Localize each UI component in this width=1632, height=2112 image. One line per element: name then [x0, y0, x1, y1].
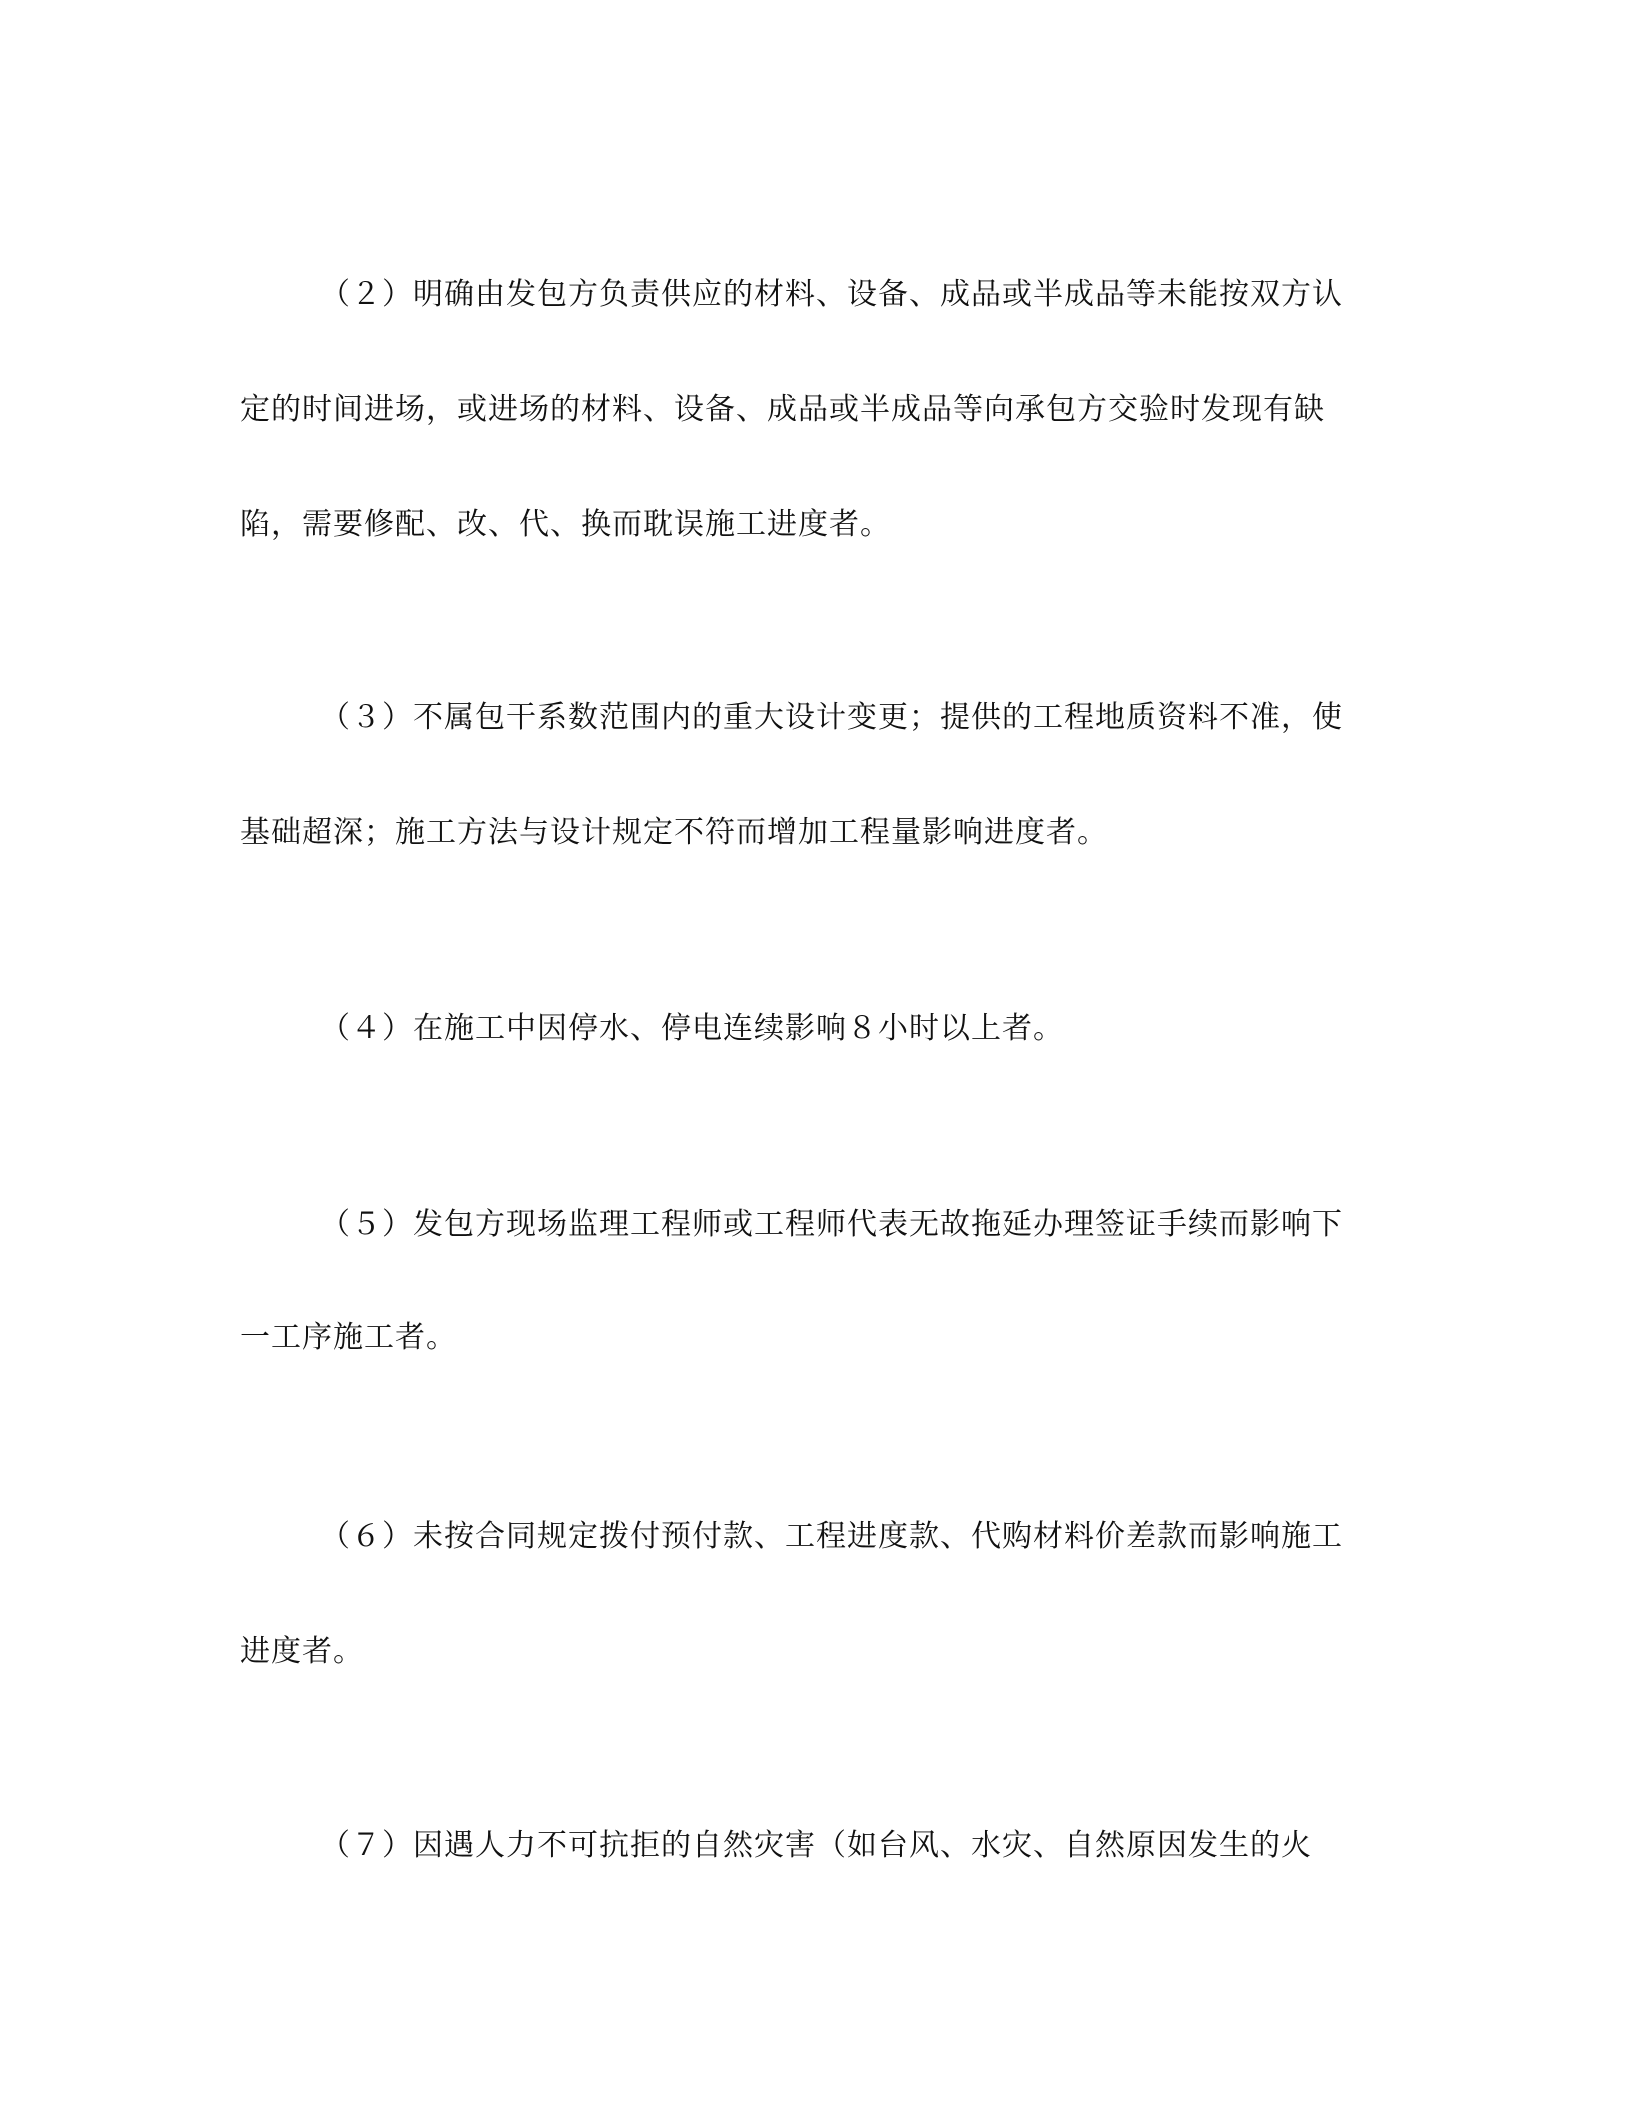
- paragraph-line: （６）未按合同规定拨付预付款、工程进度款、代购材料价差款而影响施工: [320, 1519, 1343, 1554]
- paragraph-line: 一工序施工者。: [240, 1320, 457, 1355]
- paragraph-line: 进度者。: [240, 1634, 364, 1669]
- paragraph-line: （７）因遇人力不可抗拒的自然灾害（如台风、水灾、自然原因发生的火: [320, 1828, 1312, 1863]
- paragraph-line: （４）在施工中因停水、停电连续影响８小时以上者。: [320, 1011, 1064, 1046]
- paragraph-line: （５）发包方现场监理工程师或工程师代表无故拖延办理签证手续而影响下: [320, 1207, 1343, 1242]
- paragraph-line: （２）明确由发包方负责供应的材料、设备、成品或半成品等未能按双方认: [320, 277, 1343, 312]
- paragraph-line: 基础超深；施工方法与设计规定不符而增加工程量影响进度者。: [240, 815, 1108, 850]
- paragraph-line: 定的时间进场，或进场的材料、设备、成品或半成品等向承包方交验时发现有缺: [240, 392, 1325, 427]
- paragraph-line: 陷，需要修配、改、代、换而耽误施工进度者。: [240, 507, 891, 542]
- paragraph-line: （３）不属包干系数范围内的重大设计变更；提供的工程地质资料不准，使: [320, 700, 1343, 735]
